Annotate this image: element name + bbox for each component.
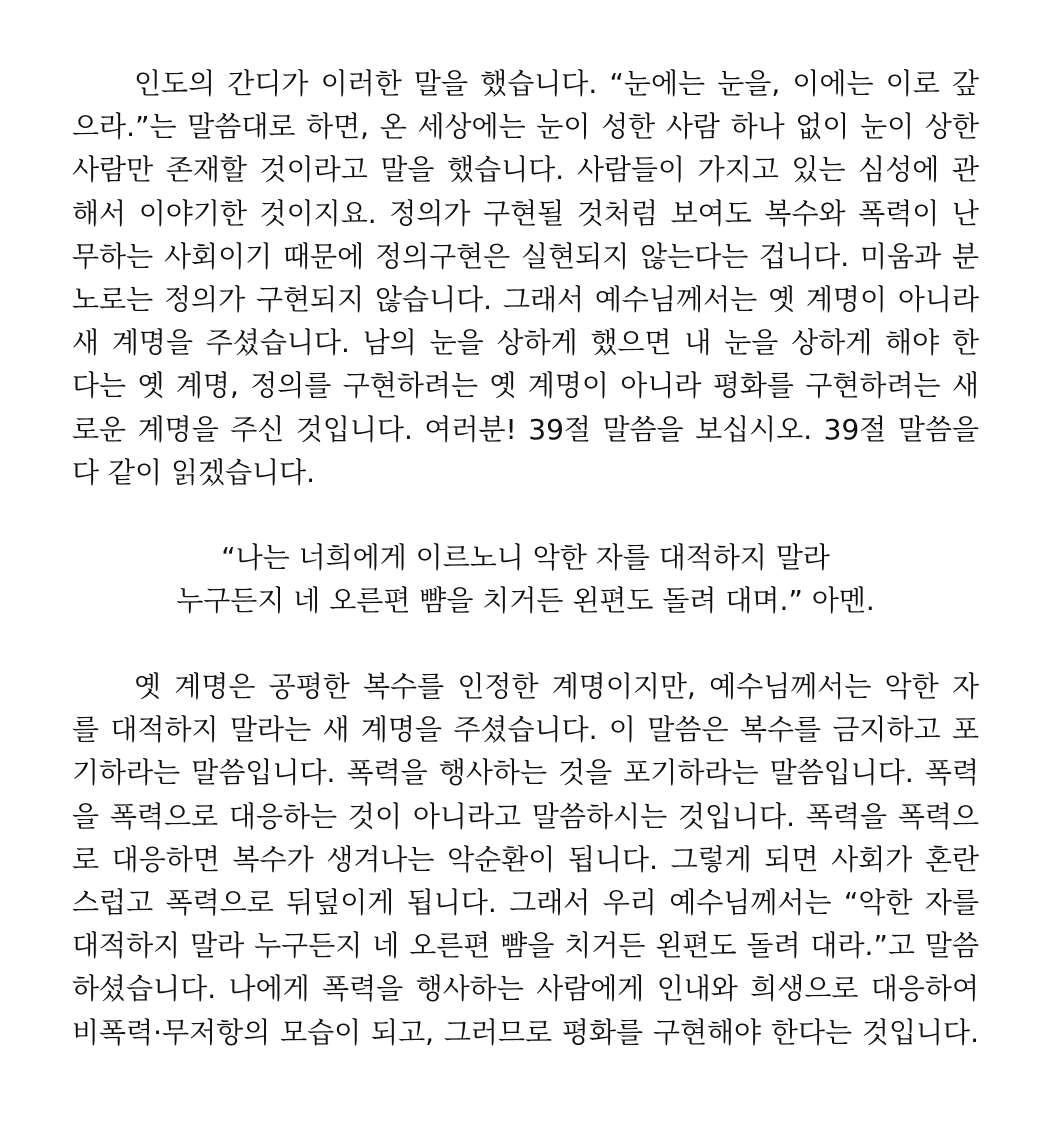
text-line: 해서 이야기한 것이지요. 정의가 구현될 것처럼 보여도 복수와 폭력이 난 xyxy=(72,196,979,230)
quote-line: “나는 너희에게 이르노니 악한 자를 대적하지 말라 xyxy=(221,541,830,575)
text-line: 사람만 존재할 것이라고 말을 했습니다. 사람들이 가지고 있는 심성에 관 xyxy=(72,153,979,187)
paragraph-spacer xyxy=(72,494,979,536)
text-line: 노로는 정의가 구현되지 않습니다. 그래서 예수님께서는 옛 계명이 아니라 xyxy=(72,283,979,317)
text-line: 하셨습니다. 나에게 폭력을 행사하는 사람에게 인내와 희생으로 대응하여 xyxy=(72,972,979,1006)
paragraph-spacer xyxy=(72,622,979,665)
text-line: 스럽고 폭력으로 뒤덮이게 됩니다. 그래서 우리 예수님께서는 “악한 자를 xyxy=(72,886,979,920)
scripture-quote xyxy=(72,536,979,622)
text-line: 로운 계명을 주신 것입니다. 여러분! 39절 말씀을 보십시오. 39절 말씀을 xyxy=(72,412,979,446)
text-line: 다 같이 읽겠습니다. xyxy=(72,455,316,489)
text-line: 무하는 사회이기 때문에 정의구현은 실현되지 않는다는 겁니다. 미움과 분 xyxy=(72,239,979,273)
text-line: 를 대적하지 말라는 새 계명을 주셨습니다. 이 말씀은 복수를 금지하고 포 xyxy=(72,713,979,747)
text-line: 비폭력·무저항의 모습이 되고, 그러므로 평화를 구현해야 한다는 것입니다. xyxy=(72,1015,979,1049)
text-line: 기하라는 말씀입니다. 폭력을 행사하는 것을 포기하라는 말씀입니다. 폭력 xyxy=(72,756,979,790)
document-page xyxy=(72,62,979,1054)
text-line: 다는 옛 계명, 정의를 구현하려는 옛 계명이 아니라 평화를 구현하려는 새 xyxy=(72,369,979,403)
text-line: 옛 계명은 공평한 복수를 인정한 계명이지만, 예수님께서는 악한 자 xyxy=(134,670,979,704)
quote-line: 누구든지 네 오른편 뺨을 치거든 왼편도 돌려 대며.” 아멘. xyxy=(176,584,875,618)
text-line: 인도의 간디가 이러한 말을 했습니다. “눈에는 눈을, 이에는 이로 갚 xyxy=(134,67,979,100)
text-line: 대적하지 말라 누구든지 네 오른편 뺨을 치거든 왼편도 돌려 대라.”고 말씀 xyxy=(72,929,979,963)
paragraph-1 xyxy=(72,62,979,494)
text-line: 으라.”는 말씀대로 하면, 온 세상에는 눈이 성한 사람 하나 없이 눈이 상한 xyxy=(72,110,979,144)
text-line: 새 계명을 주셨습니다. 남의 눈을 상하게 했으면 내 눈을 상하게 해야 한 xyxy=(72,326,979,360)
paragraph-2 xyxy=(72,665,979,1054)
text-line: 로 대응하면 복수가 생겨나는 악순환이 됩니다. 그렇게 되면 사회가 혼란 xyxy=(72,842,979,876)
text-line: 을 폭력으로 대응하는 것이 아니라고 말씀하시는 것입니다. 폭력을 폭력으 xyxy=(72,799,979,833)
